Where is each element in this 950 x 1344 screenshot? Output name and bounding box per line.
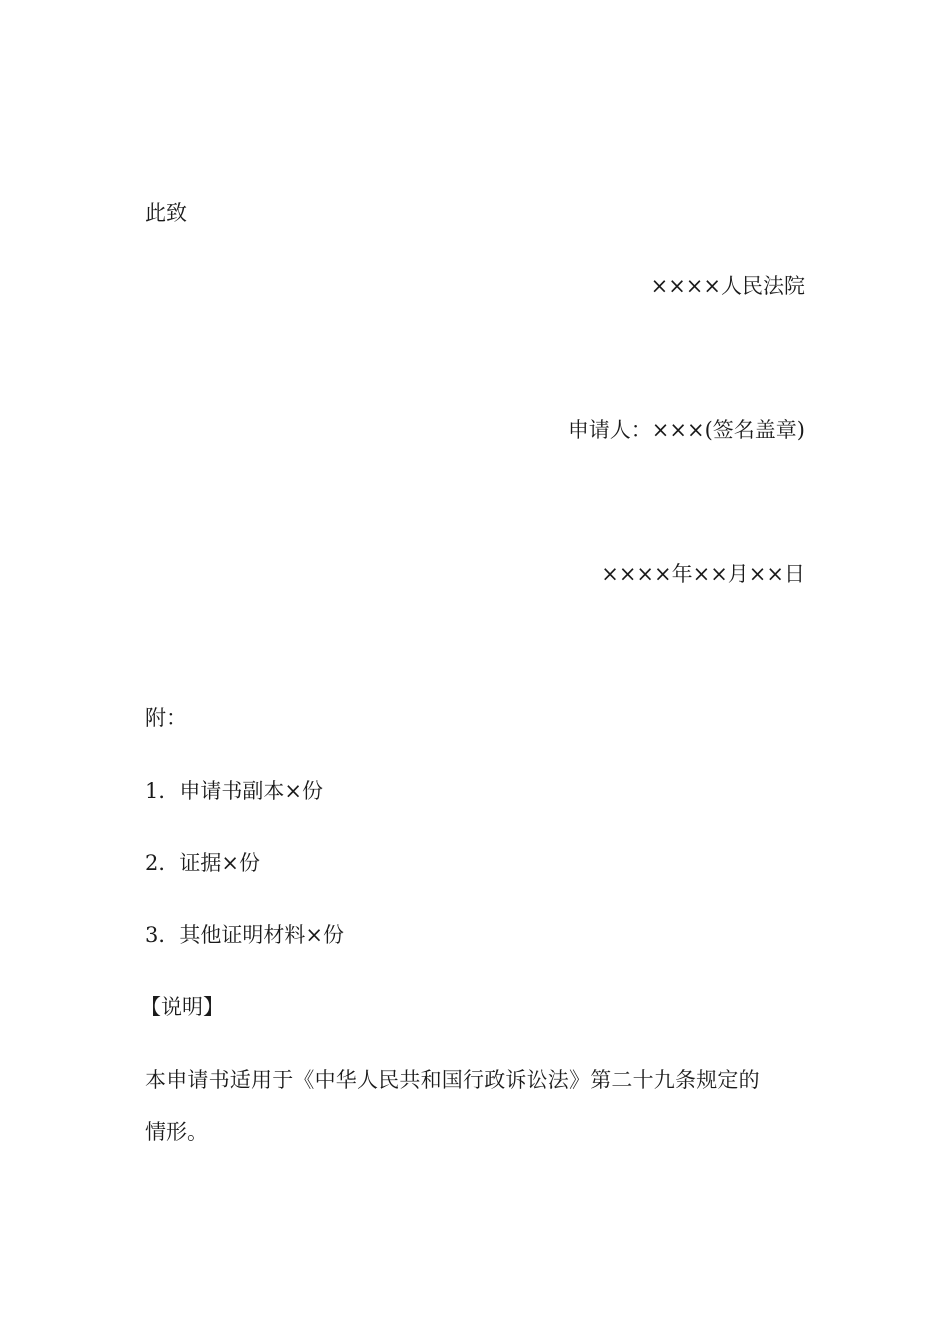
applicant-signature: 申请人：×××(签名盖章) [567, 418, 805, 442]
attachments-title: 附： [145, 706, 187, 730]
note-title: 【说明】 [140, 995, 224, 1019]
note-text-line: 本申请书适用于《中华人民共和国行政诉讼法》第二十九条规定的 [145, 1068, 760, 1092]
attachment-item: 3．其他证明材料×份 [145, 923, 344, 947]
court-name: ××××人民法院 [650, 274, 805, 298]
date-line: ××××年××月××日 [601, 562, 805, 586]
attachment-item: 1．申请书副本×份 [145, 779, 323, 803]
note-text-line: 情形。 [145, 1120, 208, 1144]
salutation: 此致 [145, 201, 187, 225]
attachment-item: 2．证据×份 [145, 851, 260, 875]
